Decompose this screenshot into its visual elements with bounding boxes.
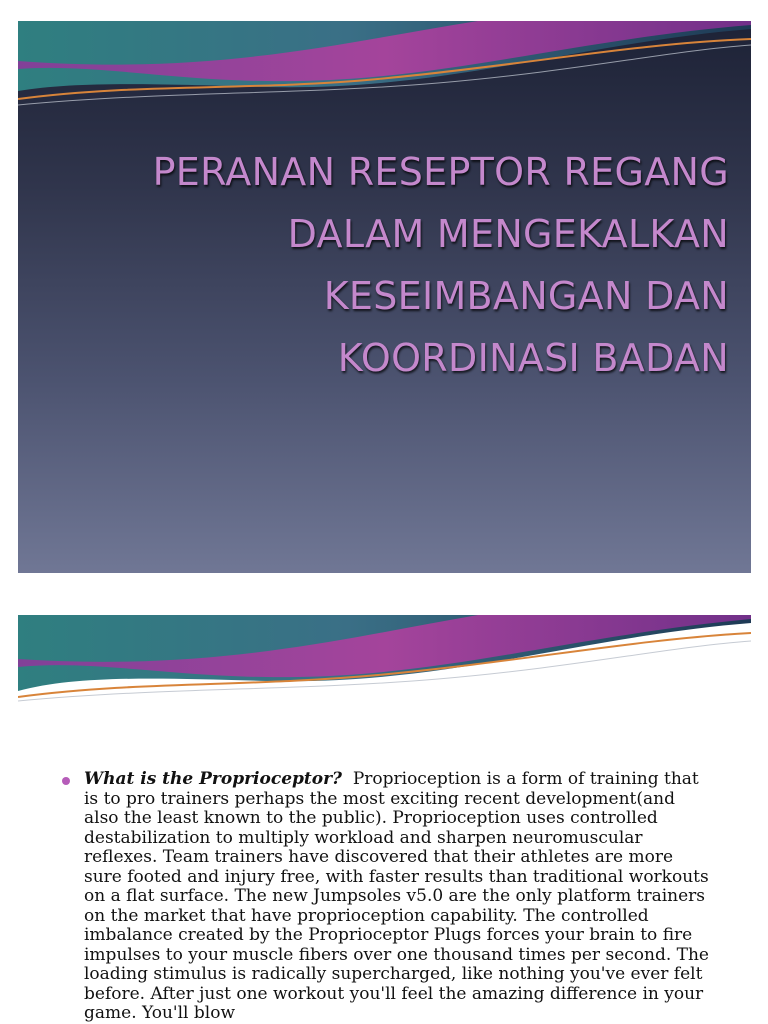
content-slide <box>18 615 751 1024</box>
bullet-dot-icon <box>62 777 70 785</box>
bullet-list <box>62 770 711 1024</box>
header-wave-decoration <box>18 615 751 705</box>
title-line: KESEIMBANGAN DAN <box>323 274 729 318</box>
title-line: DALAM MENGEKALKAN <box>287 212 729 256</box>
list-item <box>62 770 711 1024</box>
title-line: PERANAN RESEPTOR REGANG <box>152 150 729 194</box>
header-wave-decoration <box>18 21 751 111</box>
bullet-lead: What is the Proprioceptor? <box>84 769 343 789</box>
title-slide <box>18 21 751 573</box>
bullet-body: Proprioception is a form of training that is to pro trainers perhaps the most exciting recent development(and also the least known to the public). Proprioception uses controlled destabilization to multiply workload and sharpen neuromuscular reflexes. Team trainers have discovered that their athletes are more sure footed and injury free, with faster results than traditional workouts on a flat surface. The new Jumpsoles v5.0 are the only platform trainers on the market that have proprioception capability. The controlled imbalance created by the Proprioceptor Plugs forces your brain to fire impulses to your muscle fibers over one thousand times per second. The loading stimulus is radically supercharged, like nothing you've ever felt before. After just one workout you'll feel the amazing difference in your game. You'll blow <box>84 769 709 1023</box>
slide-title <box>78 141 729 389</box>
title-line: KOORDINASI BADAN <box>337 336 729 380</box>
bullet-text <box>84 770 711 1024</box>
